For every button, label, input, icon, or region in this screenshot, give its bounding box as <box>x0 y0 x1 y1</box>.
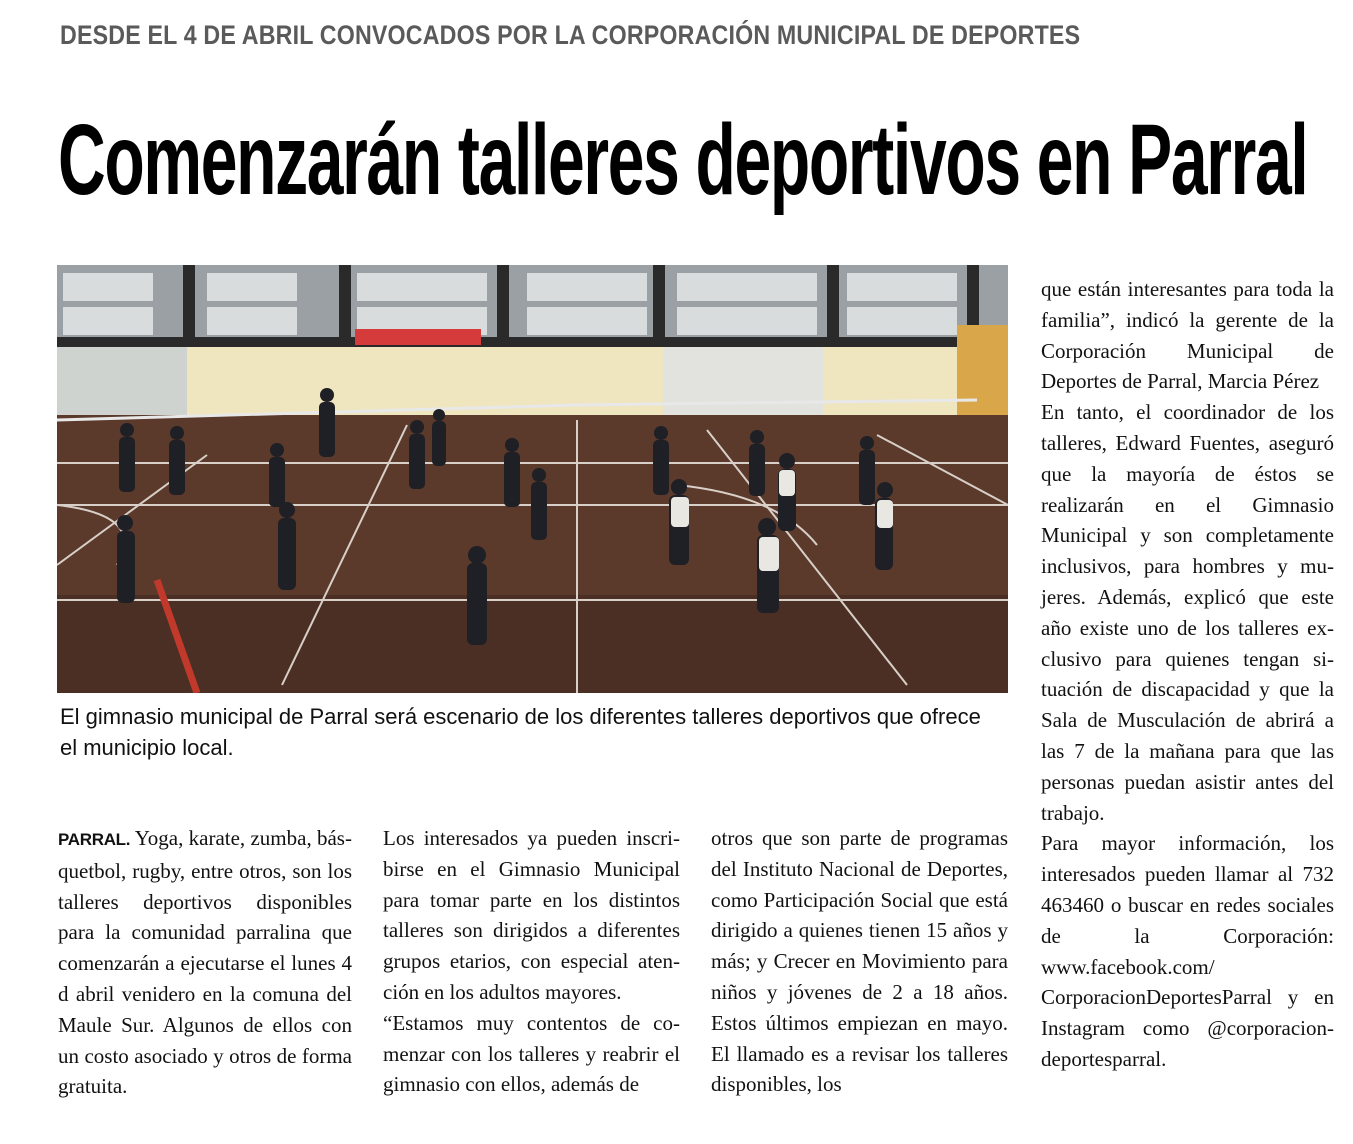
gymnasium-photo <box>57 265 1008 693</box>
article-headline: Comenzarán talleres deportivos en Parral <box>58 104 1308 216</box>
article-paragraph: En tanto, el coordinador de los talleres, Edward Fuentes, aseguró que la mayoría de éstos se realizarán en el Gimnasio Municipal y son completamente inclusivos, para hombres y mujeres. Además, explicó que este año existe uno de los talleres exclusivo para quienes tengan situación de discapacidad y que la Sala de Musculación de abrirá a las 7 de la mañana para que las personas puedan asistir antes del trabajo. <box>1041 400 1334 825</box>
article-paragraph <box>58 823 352 1102</box>
article-dateline: PARRAL. <box>58 830 131 849</box>
article-column-4 <box>1041 274 1334 1075</box>
article-paragraph: que están interesantes para toda la familia”, indicó la gerente de la Corporación Municipal de Deportes de Parral, Marcia Pérez <box>1041 277 1334 394</box>
photo-caption: El gimnasio municipal de Parral será escenario de los diferentes talleres deportivos que ofrece el municipio local. <box>60 704 981 760</box>
article-kicker: DESDE EL 4 DE ABRIL CONVOCADOS POR LA CORPORACIÓN MUNICIPAL DE DEPORTES <box>60 20 1081 50</box>
article-column-1 <box>58 823 352 1102</box>
article-paragraph: otros que son parte de programas del Instituto Nacional de Deportes, como Participación Social que está dirigido a quienes tienen 15 años y más; y Crecer en Movimiento para niños y jóvenes de 2 a 18 años. Estos últimos empiezan en mayo. El llamado es a revisar los talleres disponibles, los <box>711 826 1008 1097</box>
article-paragraph: “Estamos muy contentos de comenzar con los talleres y reabrir el gimnasio con ellos, además de <box>383 1010 680 1097</box>
article-column-2 <box>383 823 680 1100</box>
article-paragraph: Los interesados ya pueden inscribirse en el Gimnasio Municipal para tomar parte en los distintos talleres son dirigidos a diferentes grupos etarios, con especial atención en los adultos mayores. <box>383 826 680 1004</box>
photo-banner <box>355 329 481 345</box>
article-body-text: Yoga, karate, zumba, básquetbol, rugby, entre otros, son los talleres deportivos disponibles para la comunidad parralina que comenzarán a ejecutarse el lunes 4 d abril venidero en la comuna del Maule Sur. Algunos de ellos con un costo asociado y otros de forma gratuita. <box>58 826 352 1099</box>
article-column-3 <box>711 823 1008 1100</box>
article-photo <box>57 265 1008 693</box>
article-paragraph: Para mayor información, los interesados pueden llamar al 732 463460 o buscar en redes sociales de la Corporación: www.facebook.com/ CorporacionDeportesParral y en Instagram como @corporaciondeportesparral. <box>1041 831 1334 1071</box>
